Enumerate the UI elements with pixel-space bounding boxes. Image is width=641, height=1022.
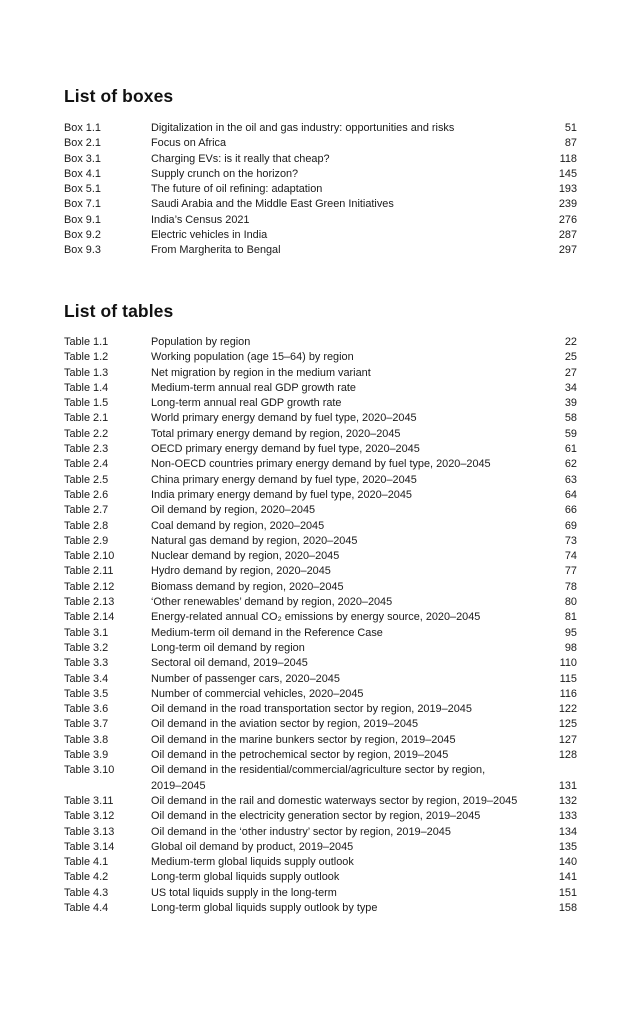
table-entry[interactable] — [64, 396, 577, 411]
table-entry-number: Table 1.5 — [64, 397, 109, 410]
box-entry[interactable] — [64, 121, 577, 136]
table-entry-number: Table 2.5 — [64, 473, 109, 486]
table-entry[interactable] — [64, 825, 577, 840]
table-entry-title: Total primary energy demand by region, 2020–2045 — [151, 427, 401, 440]
table-entry-page-number: 34 — [564, 381, 577, 394]
table-entry-page-number: 25 — [564, 351, 577, 364]
table-entry-page-number: 158 — [558, 901, 577, 914]
table-entry-title: Non-OECD countries primary energy demand by fuel type, 2020–2045 — [151, 458, 491, 471]
box-entry[interactable] — [64, 136, 577, 151]
box-entry-page-number: 276 — [558, 213, 577, 226]
box-entry-page-number: 118 — [559, 152, 577, 165]
table-entry-page-number: 62 — [564, 458, 577, 471]
table-entry[interactable] — [64, 473, 577, 488]
table-entry[interactable] — [64, 870, 577, 885]
tables-list — [64, 335, 577, 916]
box-entry-title: From Margherita to Bengal — [151, 244, 281, 257]
table-entry-number: Table 3.4 — [64, 672, 109, 685]
table-entry-number: Table 3.12 — [64, 810, 115, 823]
box-entry-title: Digitalization in the oil and gas industry: opportunities and risks — [151, 122, 455, 134]
table-entry-number: Table 2.2 — [64, 427, 109, 440]
table-entry-title: Sectoral oil demand, 2019–2045 — [151, 657, 308, 670]
table-entry-title: Oil demand in the road transportation sector by region, 2019–2045 — [151, 703, 472, 716]
table-entry-number: Table 2.9 — [64, 534, 109, 547]
table-entry-title: Oil demand in the aviation sector by region, 2019–2045 — [151, 718, 418, 731]
table-entry-title: Long-term global liquids supply outlook by type — [151, 901, 378, 914]
box-entry[interactable] — [64, 197, 577, 212]
table-entry-title: Number of passenger cars, 2020–2045 — [151, 672, 340, 685]
list-of-tables-heading: List of tables — [64, 301, 174, 321]
table-entry-title: Oil demand in the electricity generation sector by region, 2019–2045 — [151, 810, 481, 823]
table-entry[interactable] — [64, 457, 577, 472]
table-entry-page-number: 151 — [558, 886, 577, 899]
table-entry-title: Oil demand in the residential/commercial/agriculture sector by region, 2019–2045 — [151, 764, 486, 792]
box-entry[interactable] — [64, 243, 577, 258]
table-entry-page-number: 140 — [558, 856, 577, 869]
table-entry-title: Oil demand by region, 2020–2045 — [151, 504, 316, 517]
table-entry-title: Hydro demand by region, 2020–2045 — [151, 565, 331, 578]
table-entry-number: Table 3.8 — [64, 733, 109, 746]
table-entry[interactable] — [64, 335, 577, 350]
table-entry[interactable] — [64, 840, 577, 855]
table-entry[interactable] — [64, 687, 577, 702]
table-entry-page-number: 61 — [564, 443, 577, 456]
box-entry[interactable] — [64, 152, 577, 167]
table-entry-page-number: 141 — [558, 871, 577, 884]
table-entry-number: Table 2.3 — [64, 443, 109, 456]
box-entry[interactable] — [64, 167, 577, 182]
table-entry[interactable] — [64, 626, 577, 641]
table-entry-number: Table 3.10 — [64, 764, 115, 777]
table-entry-title: Medium-term oil demand in the Reference Case — [151, 626, 383, 639]
table-entry-number: Table 3.1 — [64, 626, 109, 639]
table-entry-title: Energy-related annual CO₂ emissions by energy source, 2020–2045 — [151, 611, 481, 624]
table-entry-page-number: 133 — [558, 810, 577, 823]
table-entry-number: Table 2.14 — [64, 611, 115, 624]
table-entry-title: ‘Other renewables’ demand by region, 2020–2045 — [151, 596, 393, 609]
table-entry-title: Long-term global liquids supply outlook — [151, 871, 340, 884]
box-entry[interactable] — [64, 228, 577, 243]
table-entry-number: Table 3.9 — [64, 749, 109, 762]
table-entry[interactable] — [64, 350, 577, 365]
table-entry-number: Table 4.2 — [64, 871, 109, 884]
table-entry[interactable] — [64, 534, 577, 549]
table-entry-number: Table 2.13 — [64, 596, 115, 609]
table-entry-title: Oil demand in the rail and domestic waterways sector by region, 2019–2045 — [151, 794, 518, 807]
box-entry-number: Box 9.1 — [64, 213, 101, 226]
table-entry-number: Table 2.12 — [64, 580, 115, 593]
table-entry-page-number: 132 — [558, 794, 577, 807]
table-entry-number: Table 3.13 — [64, 825, 115, 838]
table-entry-number: Table 2.6 — [64, 488, 109, 501]
box-entry-page-number: 51 — [564, 122, 577, 134]
table-entry-title: Coal demand by region, 2020–2045 — [151, 519, 325, 532]
box-entry-number: Box 9.3 — [64, 244, 101, 257]
table-entry-page-number: 125 — [558, 718, 577, 731]
table-entry[interactable] — [64, 381, 577, 396]
table-entry[interactable] — [64, 488, 577, 503]
table-entry-title: Number of commercial vehicles, 2020–2045 — [151, 687, 364, 700]
box-entry-page-number: 193 — [558, 183, 577, 196]
table-entry[interactable] — [64, 717, 577, 732]
list-of-boxes-heading: List of boxes — [64, 86, 174, 106]
box-entry-title: The future of oil refining: adaptation — [151, 183, 323, 196]
table-entry-title: India primary energy demand by fuel type, 2020–2045 — [151, 488, 412, 501]
table-entry[interactable] — [64, 549, 577, 564]
table-entry-page-number: 116 — [559, 687, 577, 700]
table-entry[interactable] — [64, 641, 577, 656]
table-entry-number: Table 3.5 — [64, 687, 109, 700]
table-entry-page-number: 115 — [559, 672, 577, 685]
table-entry-number: Table 3.11 — [64, 794, 114, 807]
table-entry[interactable] — [64, 411, 577, 426]
box-entry-number: Box 1.1 — [64, 122, 101, 134]
table-entry[interactable] — [64, 672, 577, 687]
table-entry[interactable] — [64, 733, 577, 748]
table-entry-page-number: 80 — [564, 596, 577, 609]
table-entry[interactable] — [64, 503, 577, 518]
table-entry-number: Table 2.1 — [64, 412, 109, 425]
table-entry-page-number: 69 — [564, 519, 577, 532]
table-entry-page-number: 134 — [558, 825, 577, 838]
table-entry-page-number: 77 — [564, 565, 577, 578]
table-entry-number: Table 2.7 — [64, 504, 109, 517]
table-entry-page-number: 59 — [564, 427, 577, 440]
box-entry-page-number: 297 — [558, 244, 577, 257]
table-entry-number: Table 3.6 — [64, 703, 109, 716]
table-entry-title: Net migration by region in the medium variant — [151, 366, 371, 379]
table-entry-page-number: 81 — [564, 611, 577, 624]
table-entry[interactable] — [64, 702, 577, 717]
table-entry-page-number: 127 — [558, 733, 577, 746]
box-entry-title: Charging EVs: is it really that cheap? — [151, 152, 330, 165]
table-entry-page-number: 110 — [559, 657, 577, 670]
box-entry[interactable] — [64, 213, 577, 228]
table-entry-title: Nuclear demand by region, 2020–2045 — [151, 550, 340, 563]
table-entry-page-number: 73 — [564, 534, 577, 547]
box-entry[interactable] — [64, 182, 577, 197]
table-entry-title: China primary energy demand by fuel type, 2020–2045 — [151, 473, 417, 486]
table-entry[interactable] — [64, 564, 577, 579]
table-entry-title: Population by region — [151, 336, 251, 348]
box-entry-number: Box 4.1 — [64, 167, 101, 180]
table-entry[interactable] — [64, 763, 577, 794]
table-entry[interactable] — [64, 748, 577, 763]
table-entry-page-number: 63 — [564, 473, 577, 486]
table-entry-title: Medium-term global liquids supply outlook — [151, 856, 354, 869]
box-entry-title: Saudi Arabia and the Middle East Green Initiatives — [151, 198, 394, 211]
table-entry-number: Table 2.8 — [64, 519, 109, 532]
table-entry-page-number: 27 — [564, 366, 577, 379]
table-entry-number: Table 2.4 — [64, 458, 109, 471]
box-entry-number: Box 5.1 — [64, 183, 101, 196]
table-entry[interactable] — [64, 580, 577, 595]
boxes-list — [64, 121, 577, 259]
table-entry-title: Natural gas demand by region, 2020–2045 — [151, 534, 358, 547]
table-entry-page-number: 135 — [558, 840, 577, 853]
box-entry-title: Focus on Africa — [151, 137, 227, 150]
box-entry-number: Box 9.2 — [64, 229, 101, 242]
table-entry-page-number: 58 — [564, 412, 577, 425]
table-entry[interactable] — [64, 656, 577, 671]
table-entry-number: Table 2.10 — [64, 550, 115, 563]
box-entry-number: Box 3.1 — [64, 152, 101, 165]
table-entry[interactable] — [64, 442, 577, 457]
table-entry-number: Table 4.3 — [64, 886, 109, 899]
box-entry-page-number: 287 — [558, 229, 577, 242]
table-entry-page-number: 74 — [564, 550, 577, 563]
table-entry-title: Working population (age 15–64) by region — [151, 351, 354, 364]
table-entry-title: Global oil demand by product, 2019–2045 — [151, 840, 354, 853]
table-entry[interactable] — [64, 855, 577, 870]
box-entry-page-number: 239 — [558, 198, 577, 211]
table-entry-title: OECD primary energy demand by fuel type, 2020–2045 — [151, 443, 420, 456]
box-entry-title: Supply crunch on the horizon? — [151, 167, 299, 180]
table-entry-page-number: 122 — [558, 703, 577, 716]
table-entry[interactable] — [64, 809, 577, 824]
table-entry-number: Table 3.14 — [64, 840, 115, 853]
table-entry[interactable] — [64, 886, 577, 901]
table-entry-number: Table 2.11 — [64, 565, 114, 578]
table-entry-title: Long-term annual real GDP growth rate — [151, 397, 342, 410]
box-entry-page-number: 145 — [558, 167, 577, 180]
table-entry-title: World primary energy demand by fuel type, 2020–2045 — [151, 412, 417, 425]
table-entry[interactable] — [64, 366, 577, 381]
table-entry-number: Table 3.3 — [64, 657, 109, 670]
box-entry-title: India’s Census 2021 — [151, 213, 250, 226]
table-entry-page-number: 66 — [564, 504, 577, 517]
table-entry-title: Long-term oil demand by region — [151, 641, 305, 654]
box-entry-number: Box 7.1 — [64, 198, 101, 211]
table-entry-page-number: 78 — [564, 580, 577, 593]
table-entry-title: Medium-term annual real GDP growth rate — [151, 381, 356, 394]
table-entry-number: Table 3.7 — [64, 718, 109, 731]
table-entry-number: Table 1.2 — [64, 351, 109, 364]
table-entry-number: Table 1.3 — [64, 366, 109, 379]
table-entry-page-number: 131 — [558, 779, 577, 792]
box-entry-title: Electric vehicles in India — [151, 229, 268, 242]
table-entry-title: Oil demand in the ‘other industry’ sector by region, 2019–2045 — [151, 825, 451, 838]
table-entry[interactable] — [64, 595, 577, 610]
table-entry[interactable] — [64, 794, 577, 809]
table-entry-page-number: 128 — [558, 749, 577, 762]
box-entry-number: Box 2.1 — [64, 137, 101, 150]
table-entry-page-number: 98 — [564, 641, 577, 654]
table-entry-number: Table 3.2 — [64, 641, 109, 654]
table-entry-title: Oil demand in the marine bunkers sector by region, 2019–2045 — [151, 733, 456, 746]
box-entry-page-number: 87 — [564, 137, 577, 150]
table-entry-page-number: 22 — [564, 336, 577, 348]
table-entry-page-number: 95 — [564, 626, 577, 639]
table-entry-number: Table 1.1 — [64, 336, 109, 348]
table-entry-number: Table 4.4 — [64, 901, 109, 914]
table-entry[interactable] — [64, 610, 577, 625]
table-entry[interactable] — [64, 427, 577, 442]
table-entry-page-number: 39 — [564, 397, 577, 410]
table-entry-page-number: 64 — [564, 488, 577, 501]
table-entry-title: Biomass demand by region, 2020–2045 — [151, 580, 344, 593]
table-entry-title: US total liquids supply in the long-term — [151, 886, 337, 899]
table-entry-title: Oil demand in the petrochemical sector by region, 2019–2045 — [151, 749, 449, 762]
table-entry[interactable] — [64, 519, 577, 534]
table-entry[interactable] — [64, 901, 577, 916]
table-entry-number: Table 1.4 — [64, 381, 109, 394]
table-entry-number: Table 4.1 — [64, 856, 109, 869]
